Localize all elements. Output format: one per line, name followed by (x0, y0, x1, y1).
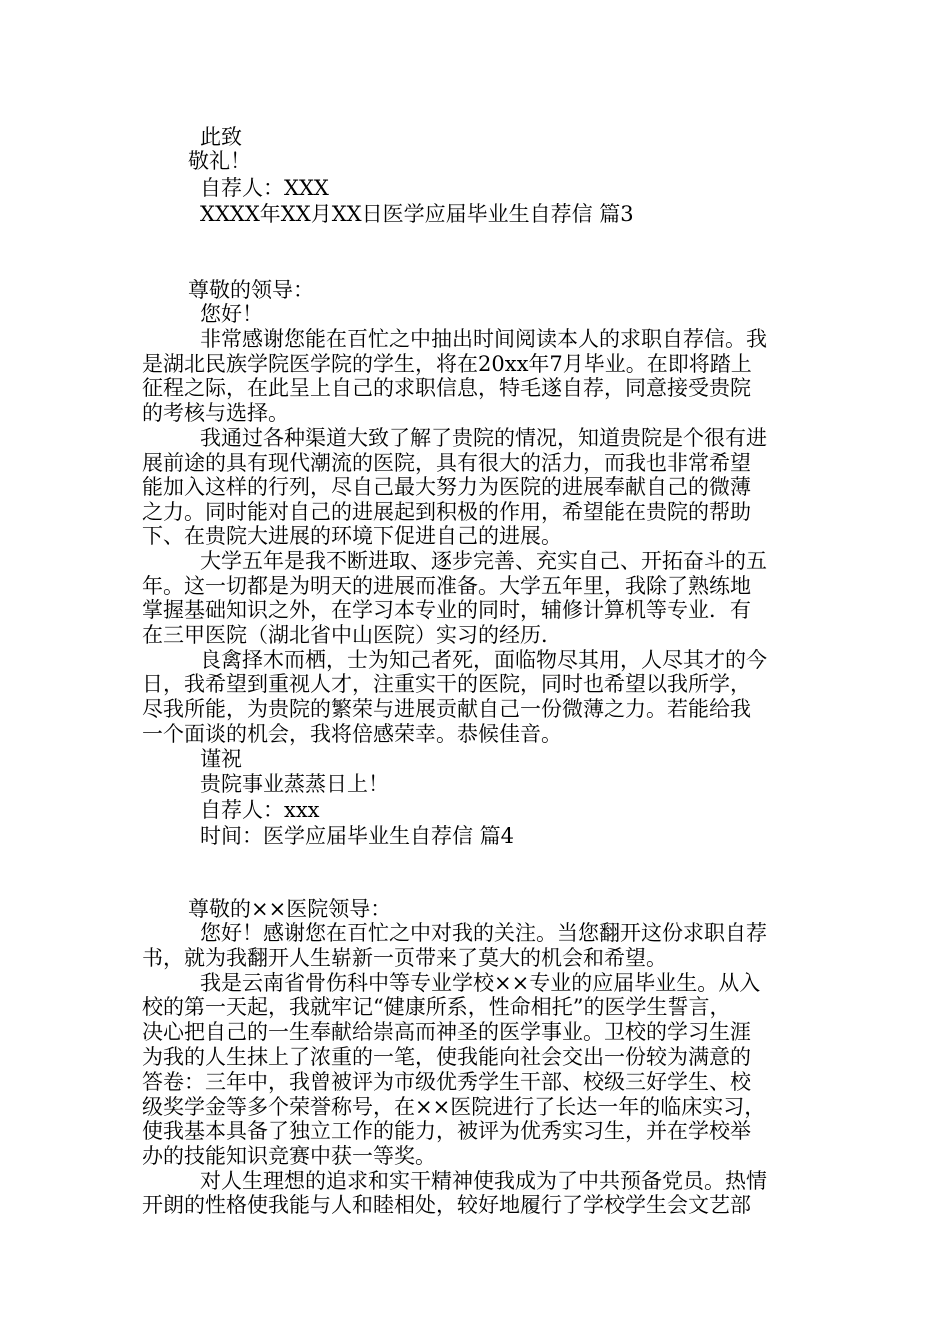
letter3-p2-line: 展前途的具有现代潮流的医院，具有很大的活力，而我也非常希望 (142, 451, 751, 475)
letter3-greeting: 您好！ (200, 302, 263, 326)
letter3-p3-line: 年。这一切都是为明天的进展而准备。大学五年里，我除了熟练地 (142, 574, 751, 598)
closing-ci-zhi: 此致 (200, 125, 242, 149)
letter4-p1-line: 您好！感谢您在百忙之中对我的关注。当您翻开这份求职自荐 (200, 921, 767, 945)
letter3-p2-line: 我通过各种渠道大致了解了贵院的情况，知道贵院是个很有进 (200, 426, 767, 450)
letter4-p2-line: 级奖学金等多个荣誉称号，在××医院进行了长达一年的临床实习， (142, 1095, 766, 1119)
letter3-p2-line: 下、在贵院大进展的环境下促进自己的进展。 (142, 524, 562, 548)
letter3-p3-line: 大学五年是我不断进取、逐步完善、充实自己、开拓奋斗的五 (200, 549, 767, 573)
letter3-salutation: 尊敬的领导： (188, 278, 314, 302)
letter3-p4-line: 尽我所能，为贵院的繁荣与进展贡献自己一份微薄之力。若能给我 (142, 697, 751, 721)
closing-jing-li: 敬礼！ (188, 149, 251, 173)
letter3-jin-zhu: 谨祝 (200, 747, 242, 771)
letter4-p2-line: 办的技能知识竞赛中获一等奖。 (142, 1144, 436, 1168)
letter4-p2-line: 校的第一天起，我就牢记“健康所系，性命相托”的医学生誓言， (142, 995, 731, 1019)
letter3-p4-line: 良禽择木而栖，士为知己者死，面临物尽其用，人尽其才的今 (200, 648, 767, 672)
letter4-p3-line: 对人生理想的追求和实干精神使我成为了中共预备党员。热情 (200, 1169, 767, 1193)
letter4-p2-line: 我是云南省骨伤科中等专业学校××专业的应届毕业生。从入 (200, 971, 761, 995)
letter3-wish: 贵院事业蒸蒸日上！ (200, 772, 389, 796)
letter3-p2-line: 能加入这样的行列，尽自己最大努力为医院的进展奉献自己的微薄 (142, 475, 751, 499)
letter3-p1-line: 的考核与选择。 (142, 401, 289, 425)
letter3-p1-line: 征程之际，在此呈上自己的求职信息，特毛遂自荐，同意接受贵院 (142, 376, 751, 400)
letter4-salutation: 尊敬的××医院领导： (188, 897, 392, 921)
letter4-p1-line: 书，就为我翻开人生崭新一页带来了莫大的机会和希望。 (142, 946, 667, 970)
letter4-p2-line: 答卷：三年中，我曾被评为市级优秀学生干部、校级三好学生、校 (142, 1070, 751, 1094)
closing-signer: 自荐人：XXX (200, 176, 329, 200)
letter3-p4-line: 日，我希望到重视人才，注重实干的医院，同时也希望以我所学， (142, 672, 751, 696)
letter3-time-and-heading: 时间：医学应届毕业生自荐信 篇4 (200, 824, 515, 848)
letter3-p3-line: 在三甲医院（湖北省中山医院）实习的经历． (142, 623, 562, 647)
letter3-p1-line: 非常感谢您能在百忙之中抽出时间阅读本人的求职自荐信。我 (200, 327, 767, 351)
letter4-p2-line: 使我基本具备了独立工作的能力，被评为优秀实习生，并在学校举 (142, 1119, 751, 1143)
letter4-p3-line: 开朗的性格使我能与人和睦相处，较好地履行了学校学生会文艺部 (142, 1193, 751, 1217)
closing-date-and-heading: XXXX年XX月XX日医学应届毕业生自荐信 篇3 (200, 202, 634, 226)
letter4-p2-line: 为我的人生抹上了浓重的一笔，使我能向社会交出一份较为满意的 (142, 1045, 751, 1069)
letter3-p4-line: 一个面谈的机会，我将倍感荣幸。恭候佳音。 (142, 722, 562, 746)
letter3-p3-line: 掌握基础知识之外，在学习本专业的同时，辅修计算机等专业．有 (142, 598, 751, 622)
letter4-p2-line: 决心把自己的一生奉献给崇高而神圣的医学事业。卫校的学习生涯 (142, 1020, 751, 1044)
letter3-p2-line: 之力。同时能对自己的进展起到积极的作用，希望能在贵院的帮助 (142, 500, 751, 524)
letter3-signer: 自荐人：xxx (200, 798, 320, 822)
letter3-p1-line: 是湖北民族学院医学院的学生，将在20xx年7月毕业。在即将踏上 (142, 352, 752, 376)
